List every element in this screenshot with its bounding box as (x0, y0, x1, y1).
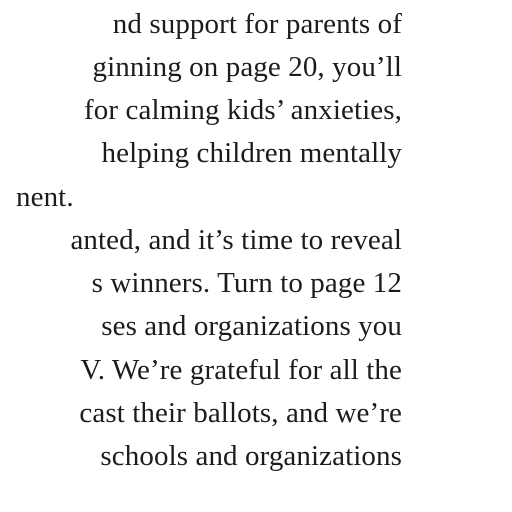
text-line: cast their ballots, and we’re (79, 397, 402, 429)
text-line: ses and organizations you (101, 310, 402, 342)
text-line: schools and organizations (100, 440, 402, 472)
text-line: ginning on page 20, you’ll (92, 51, 402, 83)
text-line: anted, and it’s time to reveal (70, 224, 402, 256)
text-line: for calming kids’ anxieties, (84, 94, 402, 126)
text-line: nent. (16, 181, 74, 213)
text-line: helping children mentally (101, 137, 402, 169)
text-line: s winners. Turn to page 12 (91, 267, 402, 299)
text-line: V. We’re grateful for all the (80, 354, 402, 386)
text-line: nd support for parents of (112, 8, 402, 40)
